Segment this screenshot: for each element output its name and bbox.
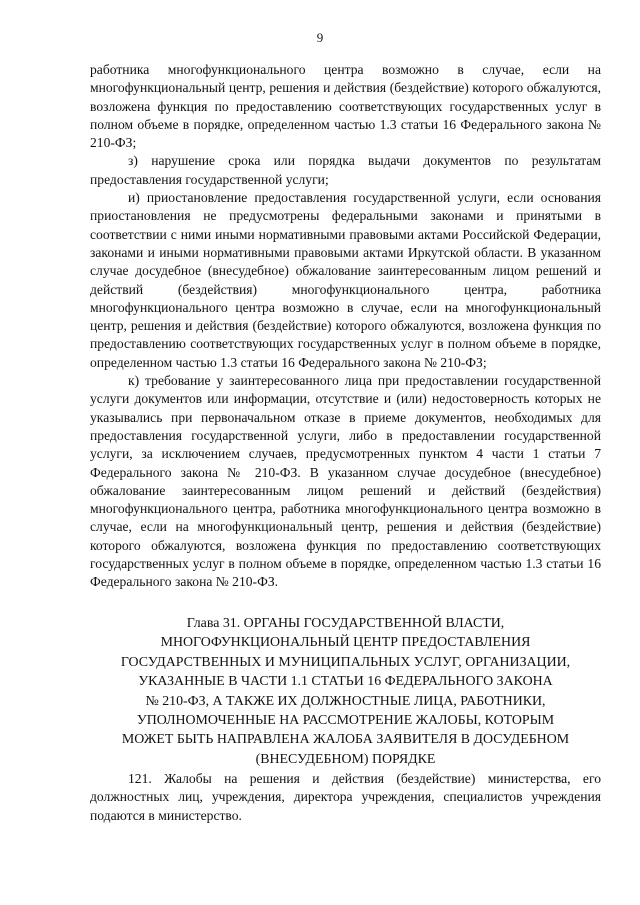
body-text [90, 61, 601, 592]
heading-line: № 210-ФЗ, А ТАКЖЕ ИХ ДОЛЖНОСТНЫЕ ЛИЦА, РАБОТНИКИ, [145, 693, 546, 709]
heading-line: Глава 31. ОРГАНЫ ГОСУДАРСТВЕННОЙ ВЛАСТИ, [186, 616, 505, 631]
paragraph-121: 121. Жалобы на решения и действия (бездействие) министерства, его должностных лиц, учреждения, директора учреждения, специалистов учреждения подаются в министерство. [90, 771, 601, 823]
heading-line: ГОСУДАРСТВЕННЫХ И МУНИЦИПАЛЬНЫХ УСЛУГ, ОРГАНИЗАЦИИ, [120, 654, 571, 670]
heading-line: МОЖЕТ БЫТЬ НАПРАВЛЕНА ЖАЛОБА ЗАЯВИТЕЛЯ В ДОСУДЕБНОМ [121, 732, 570, 748]
paragraph-continuation: работника многофункционального центра возможно в случае, если на многофункциональный центр, решения и действия (бездействие) которого обжалуются, возложена функция по предоставлению соответствующих государственных услуг в полном объеме в порядке, определенном частью 1.3 статьи 16 Федерального закона № 210-ФЗ; [90, 62, 601, 151]
paragraph-item-k: к) требование у заинтересованного лица при предоставлении государственной услуги документов или информации, отсутствие и (или) недостоверность которых не указывались при первоначальном отказе в приеме документов, необходимых для предоставления государственной услуги, либо в предоставлении государственной услуги, за исключением случаев, предусмотренных пунктом 4 части 1 статьи 7 Федерального закона № 210-ФЗ. В указанном случае досудебное (внесудебное) обжалование заинтересованным лицом решений и действий (бездействия) многофункционального центра, работника многофункционального центра возможно в случае, если на многофункциональный центр, решения и действия (бездействие) которого обжалуются, возложена функция по предоставлению соответствующих государственных услуг в полном объеме в порядке, определенном частью 1.3 статьи 16 Федерального закона № 210-ФЗ. [90, 373, 601, 590]
page-number: 9 [316, 30, 324, 45]
heading-line: (ВНЕСУДЕБНОМ) ПОРЯДКЕ [255, 751, 436, 767]
paragraph-item-i: и) приостановление предоставления государственной услуги, если основания приостановления не предусмотрены федеральными законами и принятыми в соответствии с ними иными нормативными правовыми актами Российской Федерации, законами и иными нормативными правовыми актами Иркутской области. В указанном случае досудебное (внесудебное) обжалование заинтересованным лицом решений и действий (бездействия) многофункционального центра, работника многофункционального центра возможно в случае, если на многофункциональный центр, решения и действия (бездействие) которого обжалуются, возложена функция по предоставлению соответствующих государственных услуг в полном объеме в порядке, определенном частью 1.3 статьи 16 Федерального закона № 210-ФЗ; [90, 190, 601, 370]
chapter-heading [90, 614, 601, 769]
heading-line: МНОГОФУНКЦИОНАЛЬНЫЙ ЦЕНТР ПРЕДОСТАВЛЕНИЯ [160, 635, 531, 651]
heading-line: УПОЛНОМОЧЕННЫЕ НА РАССМОТРЕНИЕ ЖАЛОБЫ, КОТОРЫМ [136, 713, 555, 729]
section-121 [90, 770, 601, 825]
heading-line: УКАЗАННЫЕ В ЧАСТИ 1.1 СТАТЬИ 16 ФЕДЕРАЛЬНОГО ЗАКОНА [138, 674, 553, 690]
paragraph-item-z: з) нарушение срока или порядка выдачи документов по результатам предоставления государственной услуги; [90, 153, 601, 187]
